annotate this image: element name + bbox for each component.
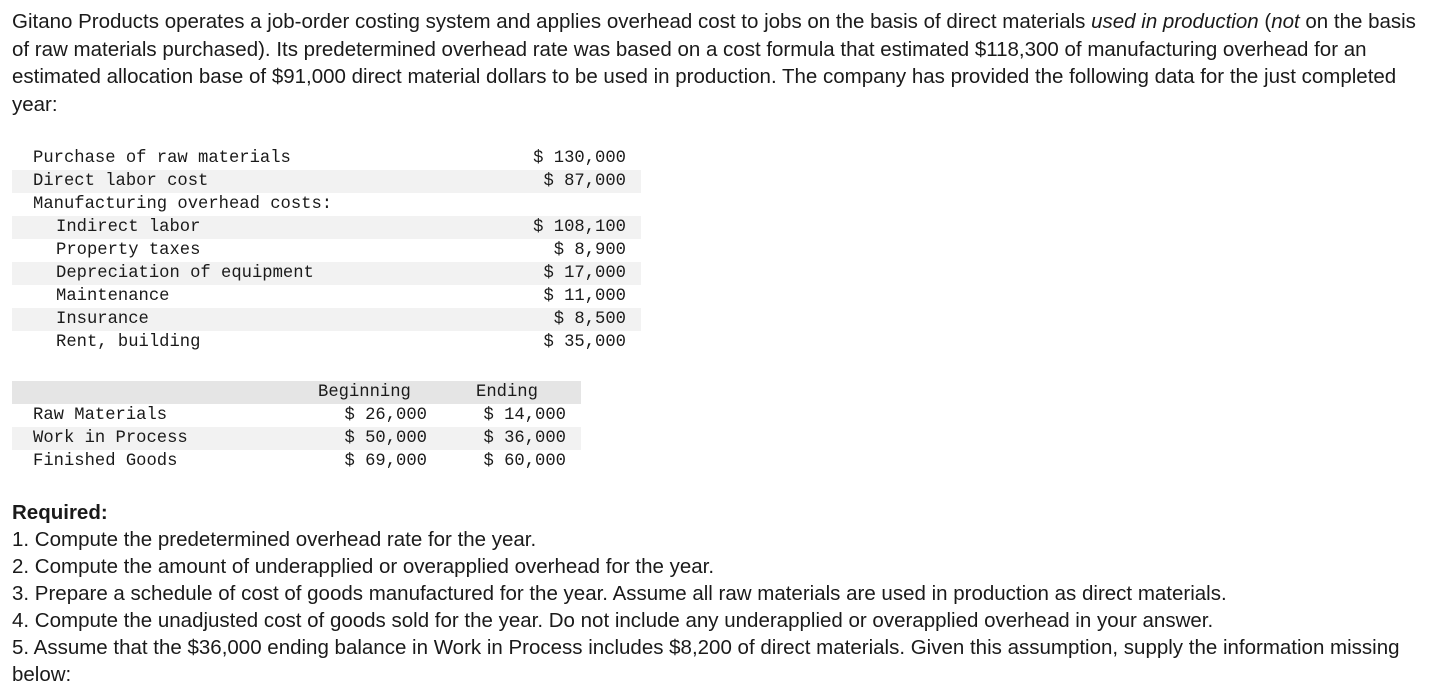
inventory-table — [12, 381, 581, 473]
intro-italic-not: not — [1271, 10, 1300, 33]
required-item: 1. Compute the predetermined overhead rate for the year. — [12, 528, 537, 551]
cost-data-table — [12, 147, 641, 354]
cost-label: Rent, building — [56, 333, 201, 352]
cost-label: Depreciation of equipment — [56, 264, 314, 283]
cost-row — [12, 216, 641, 239]
cost-value: $ 35,000 — [543, 333, 626, 352]
cost-label: Property taxes — [56, 241, 201, 260]
cost-row — [12, 193, 641, 216]
inventory-row — [12, 427, 581, 450]
cost-label: Purchase of raw materials — [33, 149, 291, 168]
inventory-label: Finished Goods — [33, 452, 178, 471]
cost-value: $ 108,100 — [533, 218, 626, 237]
header-beginning: Beginning — [318, 383, 411, 402]
inventory-beginning: $ 69,000 — [344, 452, 427, 471]
cost-value: $ 11,000 — [543, 287, 626, 306]
intro-italic-used-in-production: used in production — [1091, 10, 1259, 33]
inventory-row — [12, 450, 581, 473]
inventory-header-row — [12, 381, 581, 404]
cost-row — [12, 331, 641, 354]
cost-label: Indirect labor — [56, 218, 201, 237]
inventory-rows — [12, 404, 581, 473]
inventory-ending: $ 36,000 — [483, 429, 566, 448]
cost-value: $ 87,000 — [543, 172, 626, 191]
cost-row — [12, 239, 641, 262]
cost-row — [12, 285, 641, 308]
required-item: 2. Compute the amount of underapplied or overapplied overhead for the year. — [12, 555, 715, 578]
cost-row — [12, 308, 641, 331]
required-section — [12, 499, 1424, 688]
inventory-beginning: $ 26,000 — [344, 406, 427, 425]
required-item: 5. Assume that the $36,000 ending balance in Work in Process includes $8,200 of direct materials. Given this assumption, supply the information missing below: — [12, 636, 1400, 686]
inventory-row — [12, 404, 581, 427]
cost-label: Insurance — [56, 310, 149, 329]
required-item: 3. Prepare a schedule of cost of goods manufactured for the year. Assume all raw materials are used in production as direct materials. — [12, 582, 1227, 605]
header-ending: Ending — [476, 383, 538, 402]
required-items — [12, 526, 1424, 688]
cost-row — [12, 147, 641, 170]
cost-value: $ 17,000 — [543, 264, 626, 283]
inventory-label: Work in Process — [33, 429, 188, 448]
cost-label: Maintenance — [56, 287, 170, 306]
cost-row — [12, 170, 641, 193]
intro-text-3: on the basis of raw materials purchased). Its predetermined overhead rate was based on a cost formula that estimated $118,300 of manufacturing overhead for an estimated allocation base of $91,000 direct material dollars to be used in production. The company has provided the following data for the just completed year: — [12, 10, 1416, 116]
cost-label: Manufacturing overhead costs: — [33, 195, 333, 214]
inventory-ending: $ 60,000 — [483, 452, 566, 471]
cost-value: $ 8,900 — [553, 241, 626, 260]
cost-row — [12, 262, 641, 285]
inventory-beginning: $ 50,000 — [344, 429, 427, 448]
cost-value: $ 8,500 — [553, 310, 626, 329]
required-title: Required: — [12, 501, 108, 524]
inventory-label: Raw Materials — [33, 406, 168, 425]
problem-intro — [12, 8, 1424, 118]
intro-text-1: Gitano Products operates a job-order costing system and applies overhead cost to jobs on the basis of direct materials — [12, 10, 1092, 33]
cost-label: Direct labor cost — [33, 172, 209, 191]
intro-text-2: ( — [1258, 10, 1272, 33]
required-item: 4. Compute the unadjusted cost of goods sold for the year. Do not include any underapplied or overapplied overhead in your answer. — [12, 609, 1214, 632]
inventory-ending: $ 14,000 — [483, 406, 566, 425]
cost-value: $ 130,000 — [533, 149, 626, 168]
